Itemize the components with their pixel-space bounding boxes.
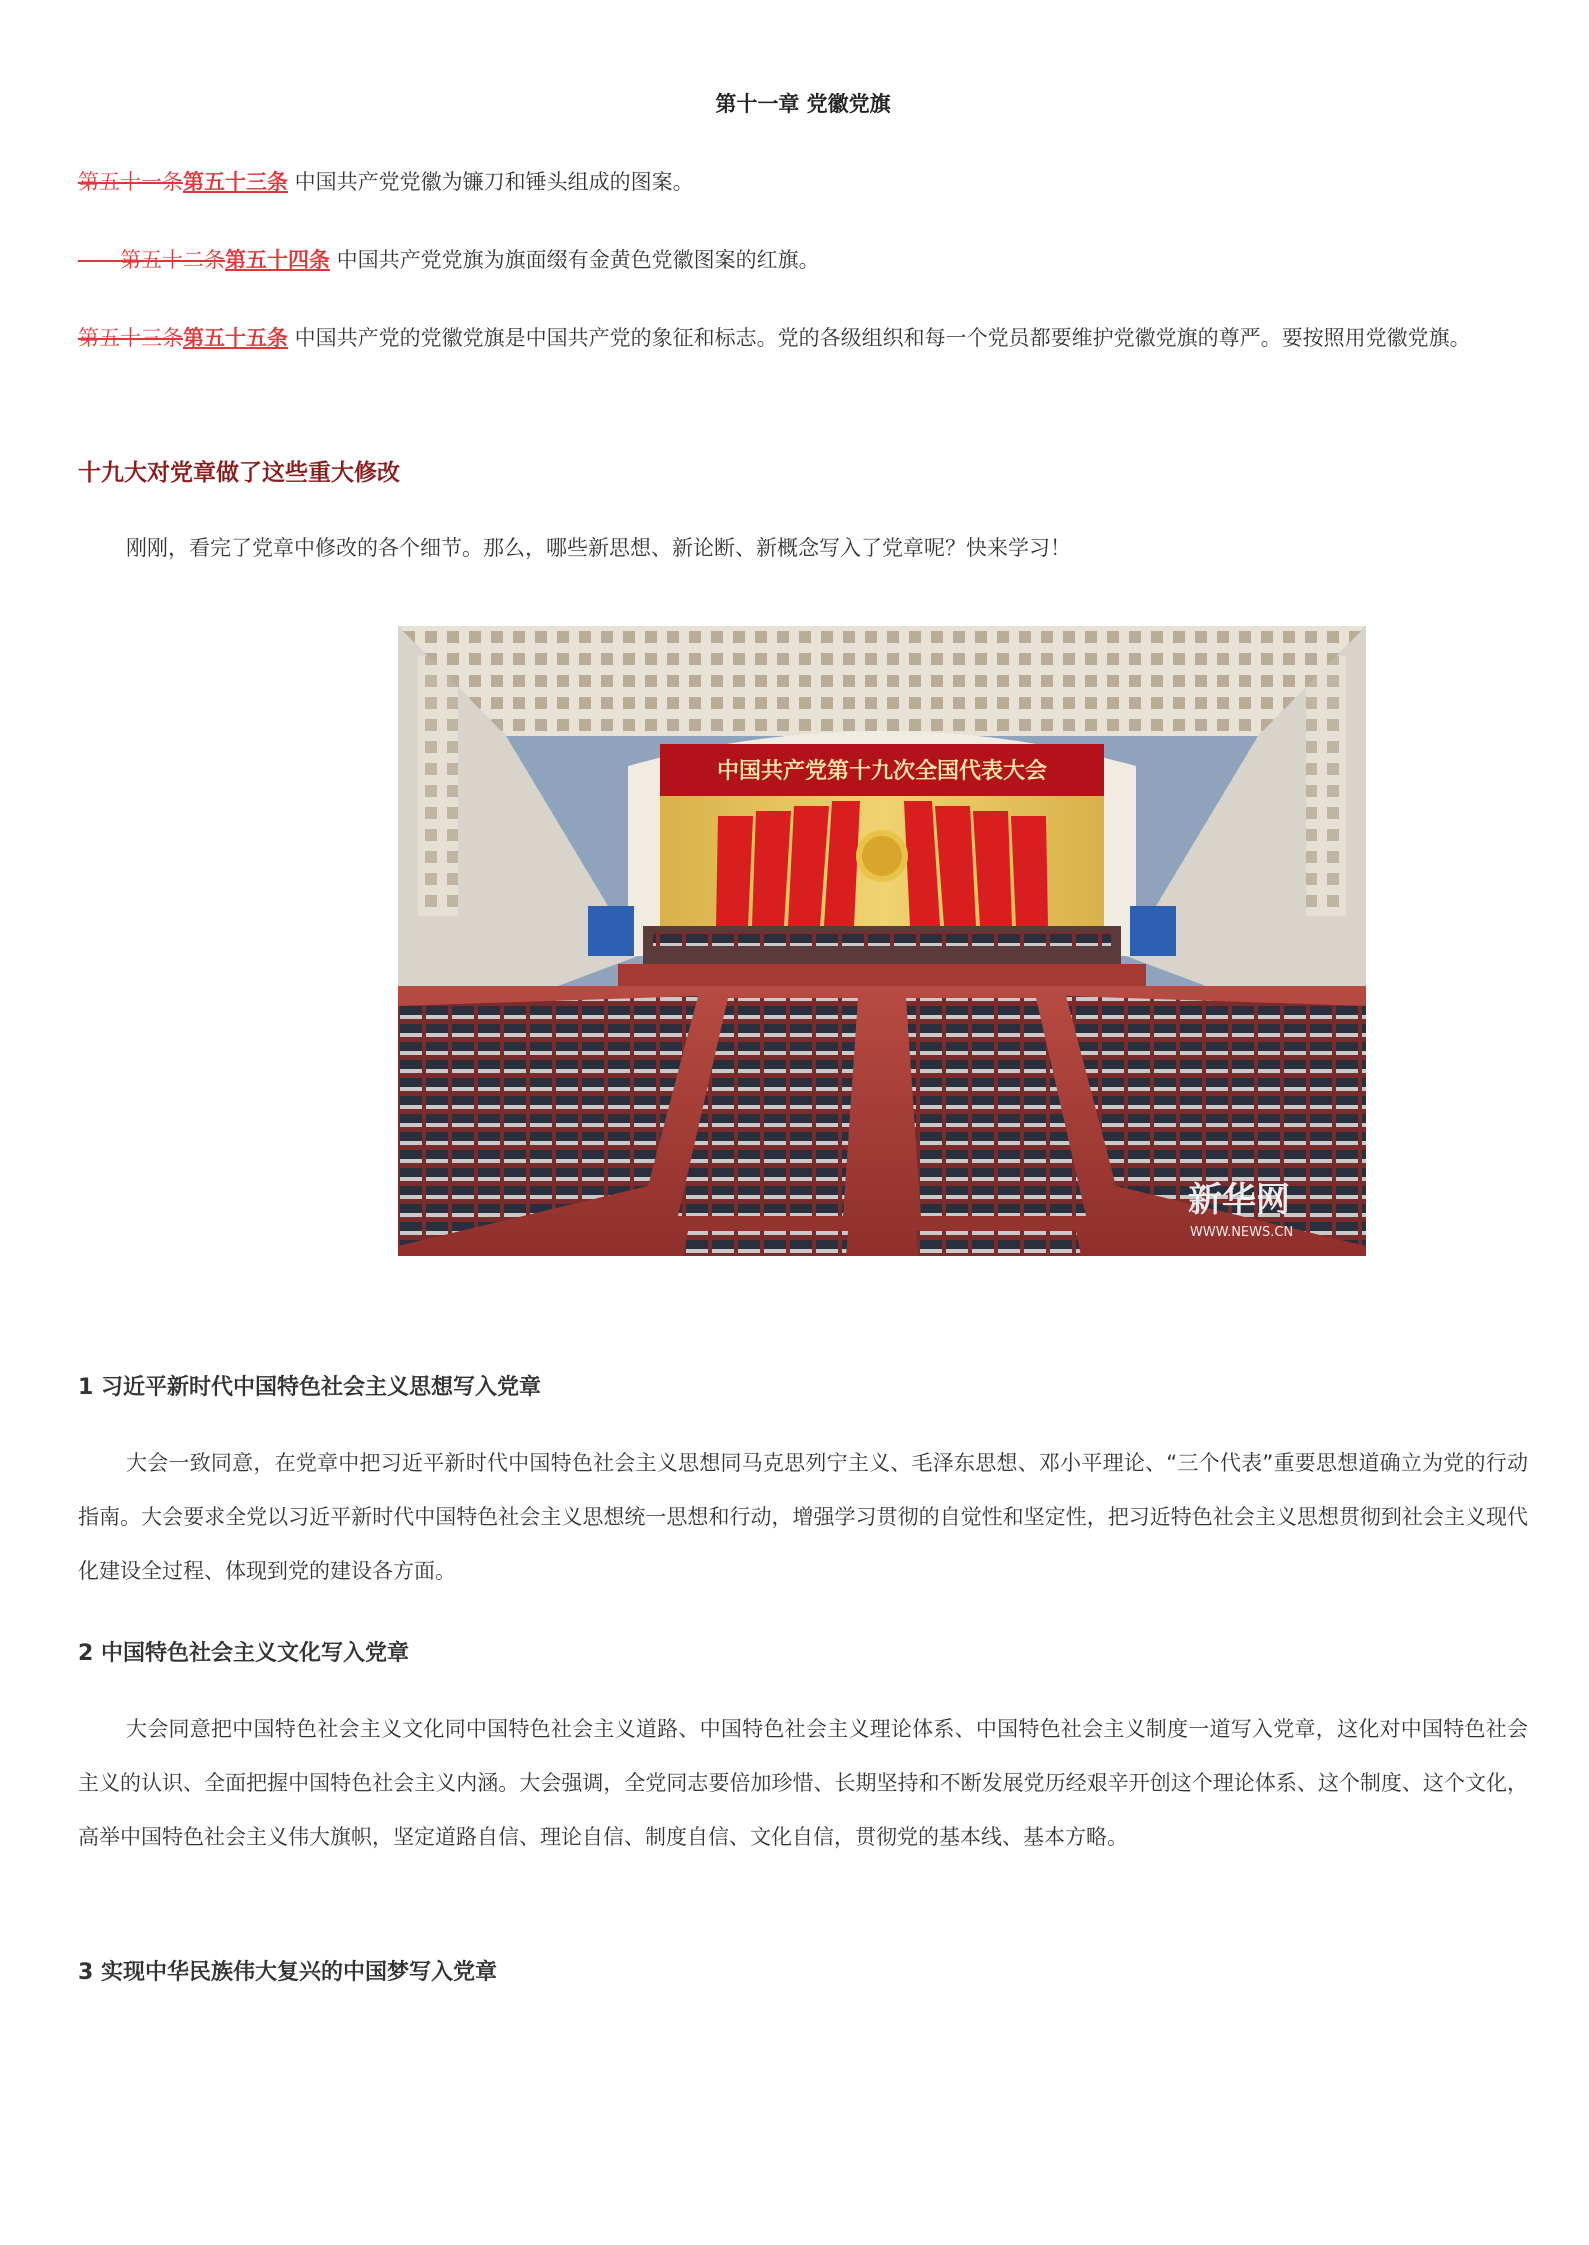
article-text: 中国共产党的党徽党旗是中国共产党的象征和标志。党的各级组织和每一个党员都要维护党徽党旗的尊严。要按照用党徽党旗。 [288,326,1471,350]
item-2-body: 大会同意把中国特色社会主义文化同中国特色社会主义道路、中国特色社会主义理论体系、中国特色社会主义制度一道写入党章，这化对中国特色社会主义的认识、全面把握中国特色社会主义内涵。大会强调，全党同志要倍加珍惜、长期坚持和不断发展党历经艰辛开创这个理论体系、这个制度、这个文化，高举中国特色社会主义伟大旗帜，坚定道路自信、理论自信、制度自信、文化自信，贯彻党的基本线、基本方略。 [78,1717,1528,1849]
article-55 [78,311,1528,366]
item-1-body: 大会一致同意，在党章中把习近平新时代中国特色社会主义思想同马克思列宁主义、毛泽东思想、邓小平理论、“三个代表”重要思想道确立为党的行动指南。大会要求全党以习近平新时代中国特色社会主义思想统一思想和行动，增强学习贯彻的自觉性和坚定性，把习近特色社会主义思想贯彻到社会主义现代化建设全过程、体现到党的建设各方面。 [78,1451,1528,1583]
deleted-article-number: 第五十一条 [78,170,183,194]
article-53 [78,155,1528,210]
left-screen [588,906,634,956]
item-3-title: 3 实现中华民族伟大复兴的中国梦写入党章 [78,1960,497,1985]
deleted-article-number: 第五十三条 [78,326,183,350]
deleted-article-number: ——第五十二条 [78,248,225,272]
inserted-article-number: 第五十四条 [225,248,330,272]
xinhua-url: WWW.NEWS.CN [1190,1225,1294,1240]
item-2-title: 2 中国特色社会主义文化写入党章 [78,1641,409,1666]
inserted-article-number: 第五十五条 [183,326,288,350]
xinhua-watermark: 新华网 [1188,1180,1290,1220]
inserted-article-number: 第五十三条 [183,170,288,194]
section-title: 十九大对党章做了这些重大修改 [78,460,400,486]
chapter-title: 第十一章 党徽党旗 [715,92,891,116]
article-text: 中国共产党党徽为镰刀和锤头组成的图案。 [288,170,694,194]
banner-text: 中国共产党第十九次全国代表大会 [716,759,1048,784]
article-text: 中国共产党党旗为旗面缀有金黄色党徽图案的红旗。 [330,248,820,272]
right-screen [1130,906,1176,956]
item-1-title: 1 习近平新时代中国特色社会主义思想写入党章 [78,1375,541,1400]
article-54 [78,233,1528,288]
congress-hall-photo [398,626,1366,1256]
section-intro: 刚刚，看完了党章中修改的各个细节。那么，哪些新思想、新论断、新概念写入了党章呢？快来学习！ [126,536,1071,560]
